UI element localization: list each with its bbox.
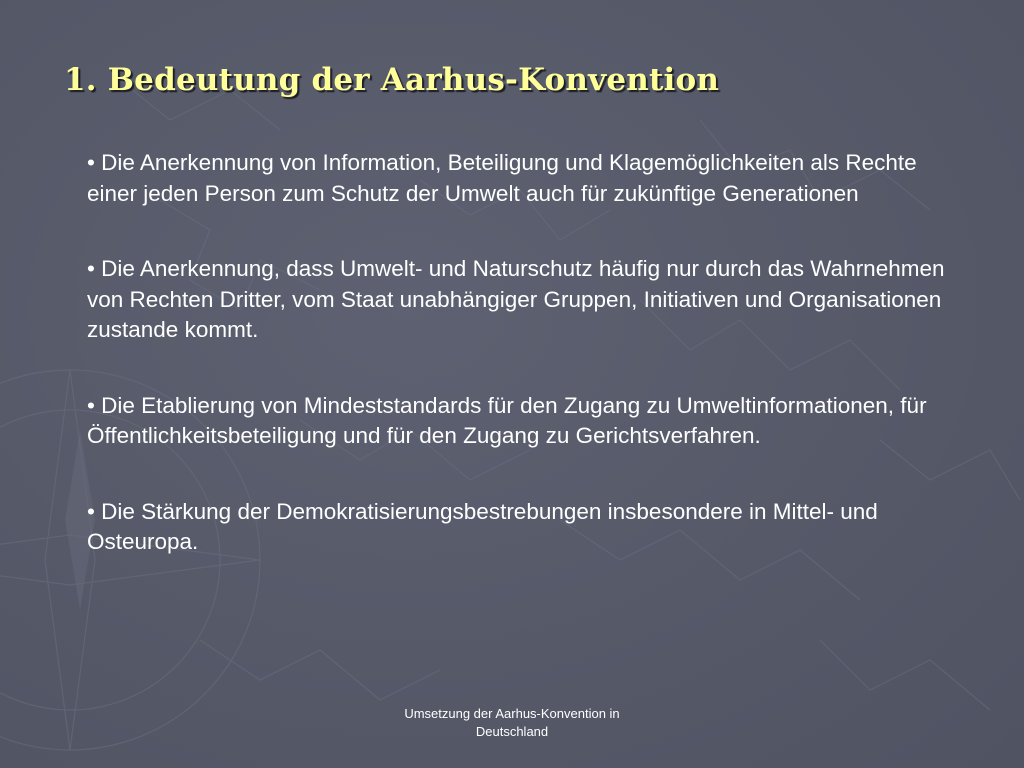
bullet-item: • Die Stärkung der Demokratisierungsbestrebungen insbesondere in Mittel- und Osteuropa. bbox=[87, 498, 878, 554]
bullet-item: • Die Anerkennung, dass Umwelt- und Naturschutz häufig nur durch das Wahrnehmen von Rechten Dritter, vom Staat unabhängiger Gruppen, Initiativen und Organisationen zustande kommt. bbox=[87, 256, 945, 342]
slide-title: 1. Bedeutung der Aarhus-Konvention bbox=[64, 62, 720, 98]
bullet-list bbox=[87, 148, 947, 603]
slide-footer: Umsetzung der Aarhus-Konvention in Deutschland bbox=[404, 706, 620, 739]
bullet-item: • Die Etablierung von Mindeststandards für den Zugang zu Umweltinformationen, für Öffentlichkeitsbeteiligung und für den Zugang zu Gerichtsverfahren. bbox=[87, 392, 927, 448]
bullet-item: • Die Anerkennung von Information, Beteiligung und Klagemöglichkeiten als Rechte einer jeden Person zum Schutz der Umwelt auch für zukünftige Generationen bbox=[87, 150, 917, 206]
